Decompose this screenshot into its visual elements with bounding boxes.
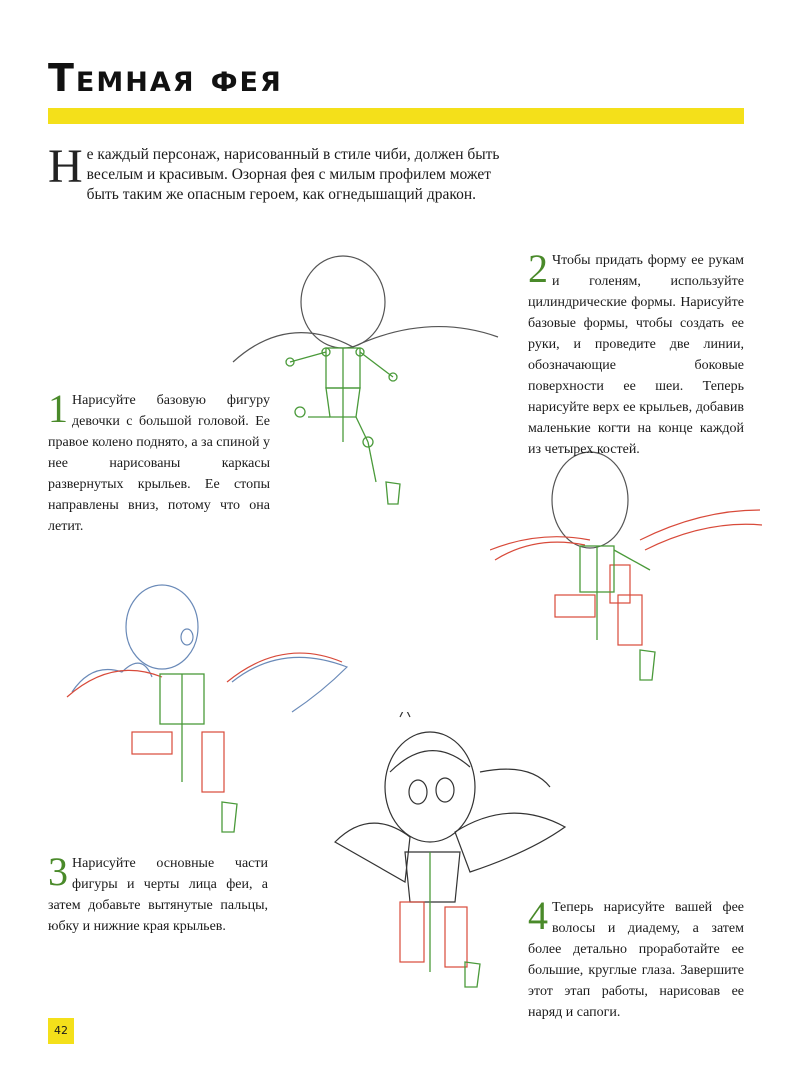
intro-paragraph	[48, 140, 518, 205]
step1-sketch	[228, 252, 508, 512]
step-2-number: 2	[528, 246, 548, 291]
step-3-number: 3	[48, 849, 68, 894]
step-4-number: 4	[528, 893, 548, 938]
step-3	[48, 849, 268, 937]
intro-dropcap: Н	[48, 140, 83, 193]
page-title: Темная фея	[48, 56, 283, 100]
page-number: 42	[48, 1018, 74, 1044]
step-4	[528, 893, 744, 1023]
step-1	[48, 386, 270, 537]
step2-sketch	[490, 450, 770, 710]
title-underline-bar	[48, 108, 744, 124]
step3-sketch	[62, 582, 362, 842]
step-1-number: 1	[48, 386, 68, 431]
step-2	[528, 246, 744, 460]
step-3-text: Нарисуйте основные части фигуры и черты лица феи, а затем добавьте вытянутые пальцы, юбку и нижние края крыльев.	[48, 856, 268, 934]
step-1-text: Нарисуйте базовую фигуру девочки с большой головой. Ее правое колено поднято, а за спиной у нее нарисованы каркасы развернутых крыльев. Ее стопы направлены вниз, потому что она летит.	[48, 393, 270, 534]
step-2-text: Чтобы придать форму ее рукам и голеням, используйте цилиндрические формы. Нарисуйте базовые формы, чтобы создать ее руки, и проведите две линии, обозначающие боковые поверхности ее шеи. Теперь нарисуйте верх ее крыльев, добавив маленькие когти на конце каждой из четырех костей.	[528, 253, 744, 457]
step-4-text: Теперь нарисуйте вашей фее волосы и диадему, а затем более детально проработайте ее большие, круглые глаза. Завершите этот этап работы, нарисовав ее наряд и сапоги.	[528, 900, 744, 1020]
intro-text: е каждый персонаж, нарисованный в стиле чиби, должен быть веселым и красивым. Озорная фея с милым профилем может быть таким же опасным героем, как огнедышащий дракон.	[86, 146, 500, 203]
